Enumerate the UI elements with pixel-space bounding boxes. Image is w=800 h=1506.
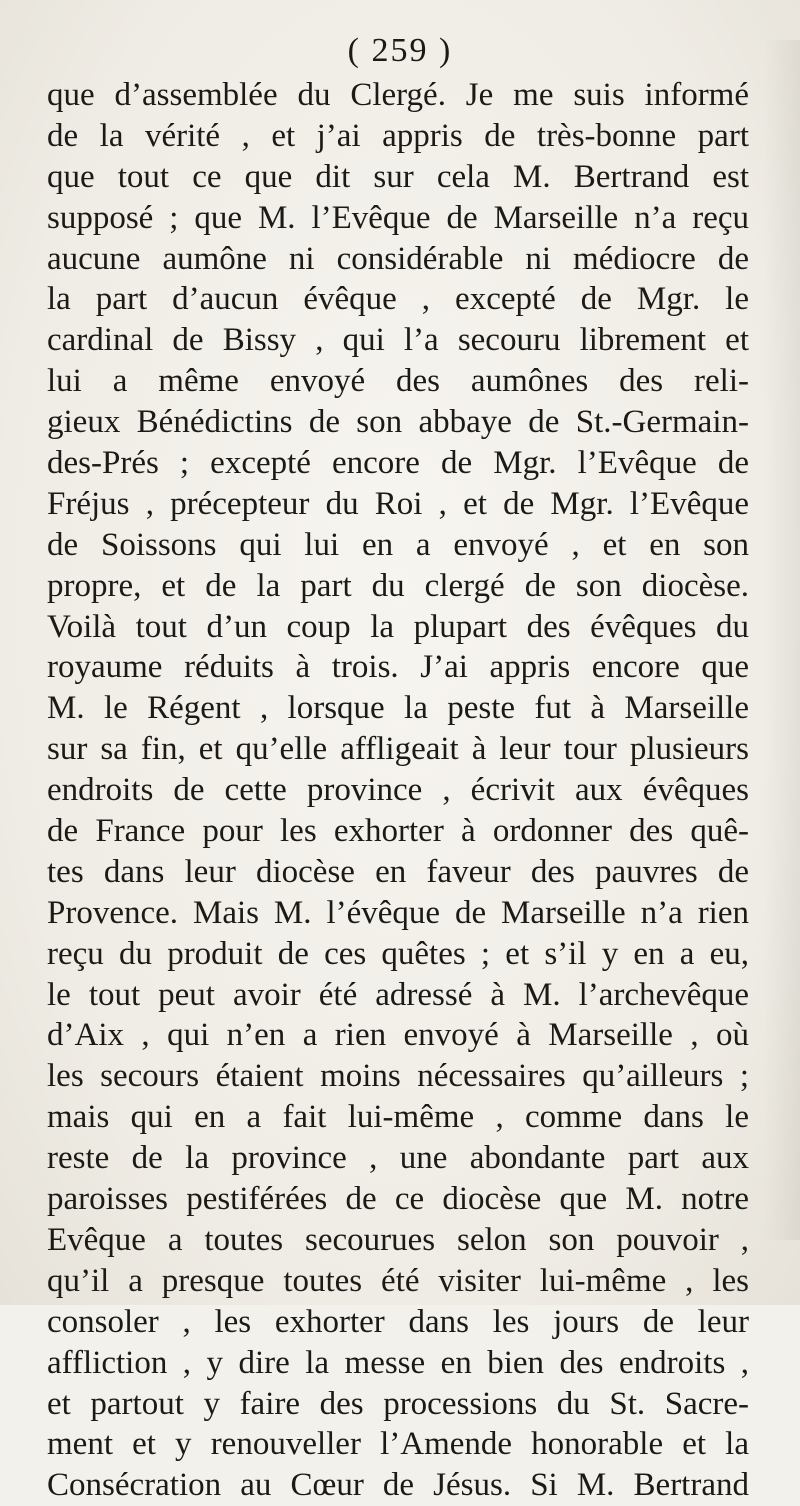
text-line: propre, et de la part du clergé de son diocèse. <box>47 567 749 604</box>
text-line: que tout ce que dit sur cela M. Bertrand est <box>47 158 749 195</box>
text-line: M. le Régent , lorsque la peste fut à Marseille <box>47 690 749 727</box>
text-line: reste de la province , une abondante part aux <box>47 1140 749 1177</box>
text-line: Voilà tout d’un coup la plupart des évêques du <box>47 608 749 645</box>
text-line: qu’il a presque toutes été visiter lui-même , les <box>47 1262 749 1299</box>
body-text <box>47 75 749 1506</box>
text-line: de Soissons qui lui en a envoyé , et en son <box>47 526 749 563</box>
text-line: cardinal de Bissy , qui l’a secouru librement et <box>47 322 749 359</box>
text-line: et partout y faire des processions du St. Sacre- <box>47 1385 749 1422</box>
text-line: le tout peut avoir été adressé à M. l’archevêque <box>47 976 749 1013</box>
text-line: sur sa fin, et qu’elle affligeait à leur tour plusieurs <box>47 731 749 768</box>
text-line: la part d’aucun évêque , excepté de Mgr. le <box>47 281 749 318</box>
text-line: royaume réduits à trois. J’ai appris encore que <box>47 649 749 686</box>
page-edge-shadow <box>764 40 800 1240</box>
text-line: supposé ; que M. l’Evêque de Marseille n’a reçu <box>47 199 749 236</box>
page-number: ( 259 ) <box>347 32 453 69</box>
text-line: reçu du produit de ces quêtes ; et s’il y en a eu, <box>47 935 749 972</box>
text-line: endroits de cette province , écrivit aux évêques <box>47 772 749 809</box>
text-line: gieux Bénédictins de son abbaye de St.-Germain- <box>47 404 749 441</box>
text-line: ment et y renouveller l’Amende honorable et la <box>47 1426 749 1463</box>
text-line: que d’assemblée du Clergé. Je me suis informé <box>47 77 749 113</box>
text-line: d’Aix , qui n’en a rien envoyé à Marseille , où <box>47 1017 749 1054</box>
text-line: aucune aumône ni considérable ni médiocre de <box>47 240 749 277</box>
text-line: de la vérité , et j’ai appris de très-bonne part <box>47 117 749 154</box>
text-line: consoler , les exhorter dans les jours de leur <box>47 1303 749 1340</box>
text-line: mais qui en a fait lui-même , comme dans le <box>47 1099 749 1136</box>
text-line: affliction , y dire la messe en bien des endroits , <box>47 1344 749 1381</box>
text-line: tes dans leur diocèse en faveur des pauvres de <box>47 853 749 890</box>
text-line: les secours étaient moins nécessaires qu’ailleurs ; <box>47 1058 749 1095</box>
text-line: Fréjus , précepteur du Roi , et de Mgr. l’Evêque <box>47 485 749 522</box>
text-line: lui a même envoyé des aumônes des reli- <box>47 363 749 400</box>
text-line: Provence. Mais M. l’évêque de Marseille n’a rien <box>47 894 749 931</box>
text-line: Consécration au Cœur de Jésus. Si M. Bertrand <box>47 1467 749 1504</box>
text-line: Evêque a toutes secourues selon son pouvoir , <box>47 1221 749 1258</box>
text-line: paroisses pestiférées de ce diocèse que M. notre <box>47 1181 749 1218</box>
text-line: des-Prés ; excepté encore de Mgr. l’Evêque de <box>47 445 749 482</box>
text-line: de France pour les exhorter à ordonner des quê- <box>47 813 749 850</box>
